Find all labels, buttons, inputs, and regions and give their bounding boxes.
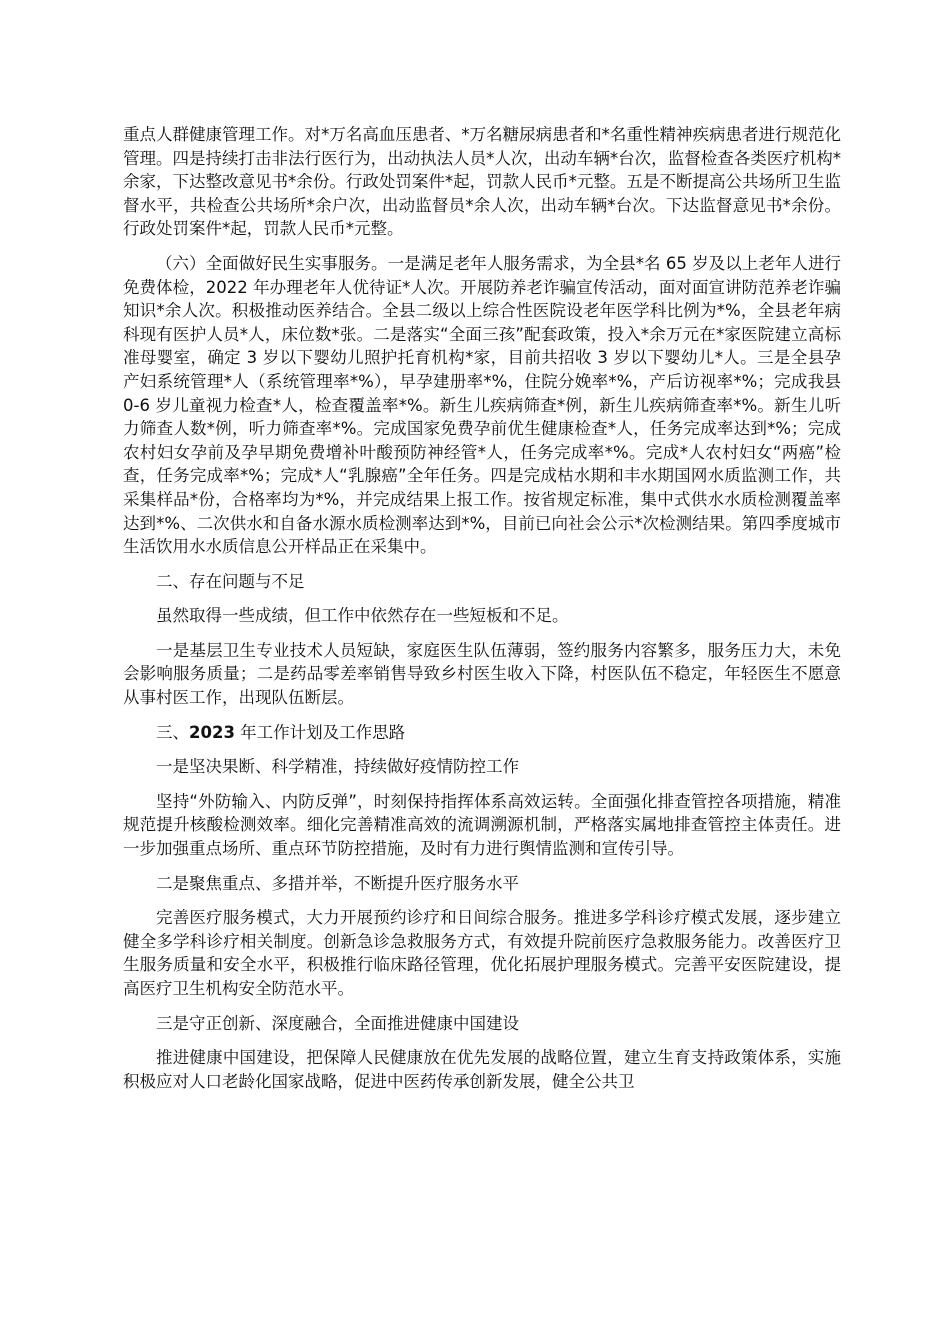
section-heading-plan <box>123 721 841 745</box>
document-body <box>123 123 841 1104</box>
heading-suffix: 年工作计划及工作思路 <box>234 722 406 742</box>
paragraph-healthy-china: 推进健康中国建设，把保障人民健康放在优先发展的战略位置，建立生育支持政策体系，实施积极应对人口老龄化国家战略，促进中医药传承创新发展，健全公共卫 <box>123 1048 841 1091</box>
section-heading-problems: 二、存在问题与不足 <box>156 571 305 591</box>
paragraph-livelihood-services: （六）全面做好民生实事服务。一是满足老年人服务需求，为全县*名 65 岁及以上老年人进行免费体检，2022 年办理老年人优待证*人次。开展防养老诈骗宣传活动，面对面宣讲防范养老诈骗知识*余人次。积极推动医养结合。全县二级以上综合性医院设老年医学科比例为*%，全县老年病科现有医护人员*人，床位数*张。二是落实“全面三孩”配套政策，投入*余万元在*家医院建立高标准母婴室，确定 3 岁以下婴幼儿照护托育机构*家，目前共招收 3 岁以下婴幼儿*人。三是全县孕产妇系统管理*人（系统管理率*%），早孕建册率*%，住院分娩率*%，产后访视率*%；完成我县 0-6 岁儿童视力检查*人，检查覆盖率*%。新生儿疾病筛查*例，新生儿疾病筛查率*%。新生儿听力筛查人数*例，听力筛查率*%。完成国家免费孕前优生健康检查*人，任务完成率达到*%；完成农村妇女孕前及孕早期免费增补叶酸预防神经管*人，任务完成率*%。完成*人农村妇女“两癌”检查，任务完成率*%；完成*人“乳腺癌”全年任务。四是完成枯水期和丰水期国网水质监测工作，共采集样品*份，合格率均为*%，并完成结果上报工作。按省规定标准，集中式供水水质检测覆盖率达到*%、二次供水和自备水源水质检测率达到*%，目前已向社会公示*次检测结果。第四季度城市生活饮用水水质信息公开样品正在采集中。 <box>123 253 841 557</box>
paragraph-epidemic-control: 坚持“外防输入、内防反弹”，时刻保持指挥体系高效运转。全面强化排查管控各项措施，精准规范提升核酸检测效率。细化完善精准高效的流调溯源机制，严格落实属地排查管控主体责任。进一步加强重点场所、重点环节防控措施，及时有力进行舆情监测和宣传引导。 <box>123 791 841 859</box>
paragraph-problems-intro: 虽然取得一些成绩，但工作中依然存在一些短板和不足。 <box>156 606 569 626</box>
subheading-epidemic-control: 一是坚决果断、科学精准，持续做好疫情防控工作 <box>156 757 519 777</box>
subheading-medical-service: 二是聚焦重点、多措并举，不断提升医疗服务水平 <box>156 873 519 893</box>
subheading-healthy-china: 三是守正创新、深度融合，全面推进健康中国建设 <box>156 1013 519 1033</box>
heading-prefix: 三、 <box>156 722 189 742</box>
paragraph-medical-service: 完善医疗服务模式，大力开展预约诊疗和日间综合服务。推进多学科诊疗模式发展，逐步建立健全多学科诊疗相关制度。创新急诊急救服务方式，有效提升院前医疗急救服务能力。改善医疗卫生服务质量和安全水平，积极推行临床路径管理，优化拓展护理服务模式。完善平安医院建设，提高医疗卫生机构安全防范水平。 <box>123 908 841 998</box>
paragraph-health-management: 重点人群健康管理工作。对*万名高血压患者、*万名糖尿病患者和*名重性精神疾病患者进行规范化管理。四是持续打击非法行医行为，出动执法人员*人次，出动车辆*台次，监督检查各类医疗机构*余家，下达整改意见书*余份。行政处罚案件*起，罚款人民币*元整。五是不断提高公共场所卫生监督水平，共检查公共场所*余户次，出动监督员*余人次，出动车辆*台次。下达监督意见书*余份。行政处罚案件*起，罚款人民币*元整。 <box>123 125 841 239</box>
heading-year: 2023 <box>189 722 235 742</box>
paragraph-problems-detail: 一是基层卫生专业技术人员短缺，家庭医生队伍薄弱，签约服务内容繁多，服务压力大，未免会影响服务质量；二是药品零差率销售导致乡村医生收入下降，村医队伍不稳定，年轻医生不愿意从事村医工作，出现队伍断层。 <box>123 640 841 708</box>
